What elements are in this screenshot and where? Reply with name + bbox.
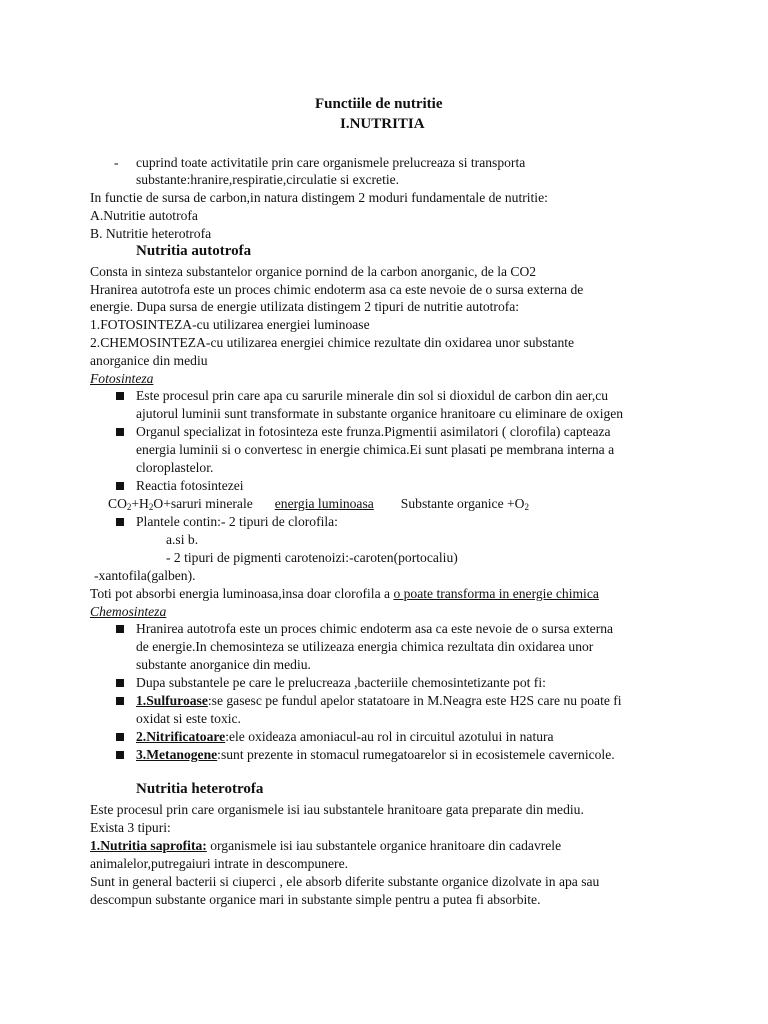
heading-fotosinteza: Fotosinteza	[90, 371, 154, 386]
para-line: In functie de sursa de carbon,in natura distingem 2 moduri fundamentale de nutritie:	[90, 190, 548, 205]
intro-line-2: substante:hranire,respiratie,circulatie si excretie.	[136, 172, 400, 187]
para-line: B. Nutritie heterotrofa	[90, 226, 212, 241]
para-line: Hranirea autotrofa este un proces chimic endoterm asa ca este nevoie de o sursa externa de	[90, 282, 584, 297]
para-line: Toti pot absorbi energia luminoasa,insa doar clorofila a o poate transforma in energie chimica	[90, 586, 599, 601]
para-line: animalelor,putregaiuri intrate in descompunere.	[90, 856, 349, 871]
intro-line-1: cuprind toate activitatile prin care organismele prelucreaza si transporta	[136, 155, 526, 170]
bullet-square-icon	[116, 625, 124, 633]
para-line: 1.FOTOSINTEZA-cu utilizarea energiei luminoase	[90, 317, 370, 332]
bullet-square-icon	[116, 518, 124, 526]
bullet-text: Plantele contin:- 2 tipuri de clorofila:	[136, 514, 338, 529]
bullet-text: substante anorganice din mediu.	[136, 657, 311, 672]
bullet-square-icon	[116, 392, 124, 400]
bullet-text: Reactia fotosintezei	[136, 478, 244, 493]
heading-autotrofa: Nutritia autotrofa	[136, 243, 252, 259]
bullet-text: energia luminii si o convertesc in energie chimica.Ei sunt plasati pe membrana interna a	[136, 442, 615, 457]
dash-marker: -	[114, 155, 119, 170]
bullet-square-icon	[116, 697, 124, 705]
bullet-text: oxidat si este toxic.	[136, 711, 241, 726]
para-line: energie. Dupa sursa de energie utilizata distingem 2 tipuri de nutritie autotrofa:	[90, 299, 520, 314]
para-line: anorganice din mediu	[90, 353, 208, 368]
bullet-square-icon	[116, 751, 124, 759]
bullet-text: Dupa substantele pe care le prelucreaza ,bacteriile chemosintetizante pot fi:	[136, 675, 546, 690]
bullet-square-icon	[116, 428, 124, 436]
bullet-text: Organul specializat in fotosinteza este frunza.Pigmentii asimilatori ( clorofila) capteaza	[136, 424, 611, 439]
para-line: Este procesul prin care organismele isi iau substantele hranitoare gata preparate din mediu.	[90, 802, 584, 817]
heading-heterotrofa: Nutritia heterotrofa	[136, 781, 264, 797]
bullet-square-icon	[116, 733, 124, 741]
doc-subtitle: I.NUTRITIA	[340, 116, 425, 132]
para-line: -xantofila(galben).	[94, 568, 196, 583]
doc-title: Functiile de nutritie	[315, 96, 443, 112]
bullet-text: de energie.In chemosinteza se utilizeaza energia chimica rezultata din oxidarea unor	[136, 639, 594, 654]
para-line: 1.Nutritia saprofita: organismele isi iau substantele organice hranitoare din cadavrele	[90, 838, 562, 853]
indent-text: a.si b.	[166, 532, 199, 547]
heading-chemosinteza: Chemosinteza	[90, 604, 167, 619]
bullet-text: Este procesul prin care apa cu sarurile minerale din sol si dioxidul de carbon din aer,cu	[136, 388, 609, 403]
para-line: Consta in sinteza substantelor organice pornind de la carbon anorganic, de la CO2	[90, 264, 537, 279]
bullet-square-icon	[116, 679, 124, 687]
bullet-square-icon	[116, 482, 124, 490]
photosynthesis-equation: $CO_2+H_2O+saruri$ minerale energia luminoasa Substante organice $+O_2$	[108, 496, 529, 512]
para-line: 2.CHEMOSINTEZA-cu utilizarea energiei chimice rezultate din oxidarea unor substante	[90, 335, 575, 350]
bullet-text: 3.Metanogene:sunt prezente in stomacul rumegatoarelor si in ecosistemele cavernicole.	[136, 747, 615, 762]
bullet-text: 2.Nitrificatoare:ele oxideaza amoniacul-au rol in circuitul azotului in natura	[136, 729, 554, 744]
bullet-text: 1.Sulfuroase:se gasesc pe fundul apelor statatoare in M.Neagra este H2S care nu poate fi	[136, 693, 622, 708]
para-line: descompun substante organice mari in substante simple pentru a putea fi absorbite.	[90, 892, 541, 907]
bullet-text: cloroplastelor.	[136, 460, 214, 475]
para-line: Exista 3 tipuri:	[90, 820, 171, 835]
bullet-text: Hranirea autotrofa este un proces chimic endoterm asa ca este nevoie de o sursa externa	[136, 621, 614, 636]
para-line: A.Nutritie autotrofa	[90, 208, 198, 223]
bullet-text: ajutorul luminii sunt transformate in substante organice hranitoare cu eliminare de oxigen	[136, 406, 624, 421]
indent-text: - 2 tipuri de pigmenti carotenoizi:-caroten(portocaliu)	[166, 550, 458, 565]
para-line: Sunt in general bacterii si ciuperci , ele absorb diferite substante organice dizolvate in apa sau	[90, 874, 600, 889]
